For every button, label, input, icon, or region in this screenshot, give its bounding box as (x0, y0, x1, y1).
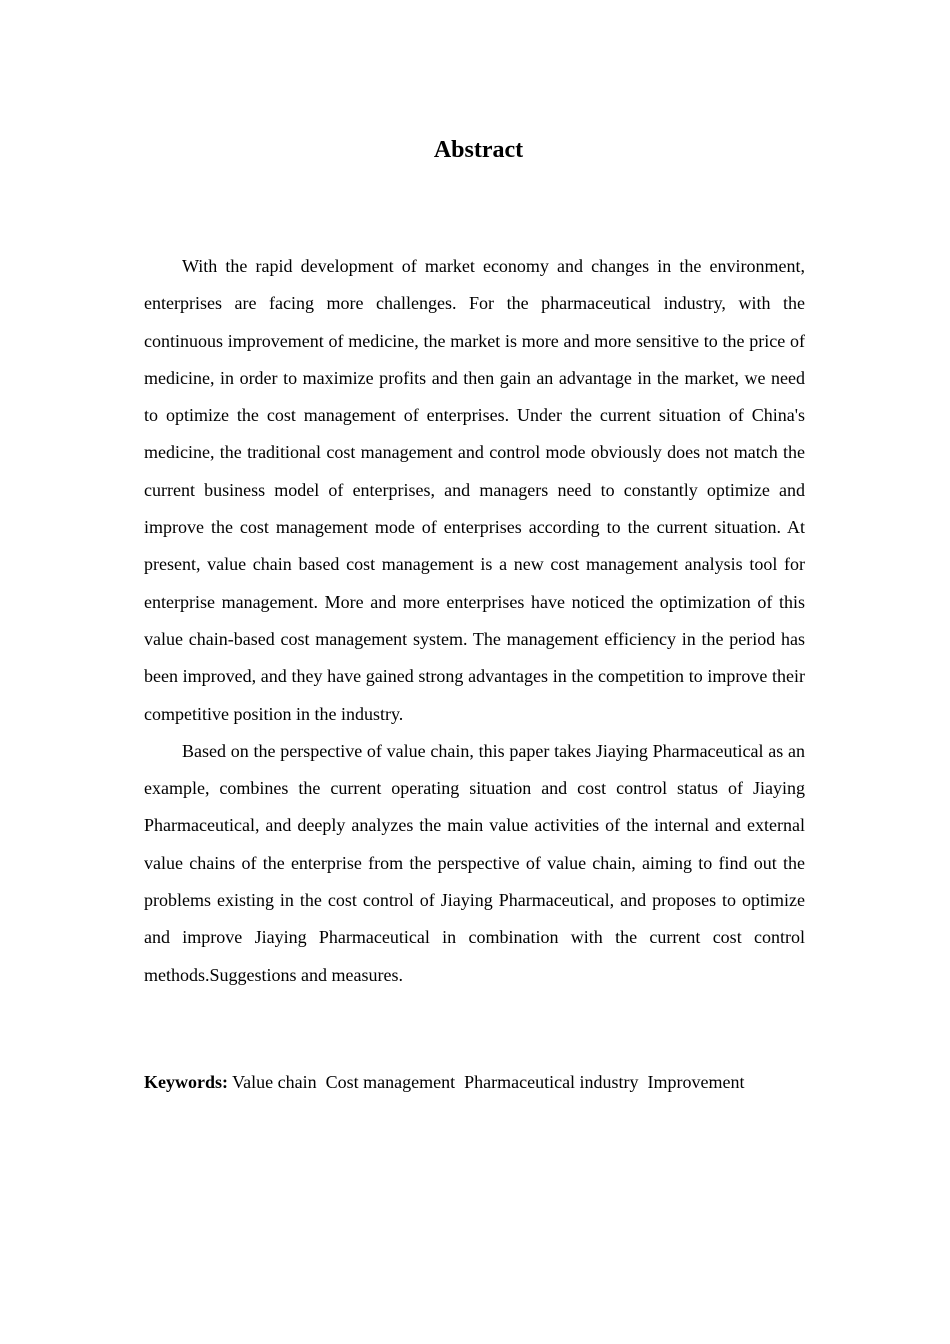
abstract-paragraph-1: With the rapid development of market economy and changes in the environment, enterprises are facing more challenges. For the pharmaceutical industry, with the continuous improvement of medicine, the market is more and more sensitive to the price of medicine, in order to maximize profits and then gain an advantage in the market, we need to optimize the cost management of enterprises. Under the current situation of China's medicine, the traditional cost management and control mode obviously does not match the current business model of enterprises, and managers need to constantly optimize and improve the cost management mode of enterprises according to the current situation. At present, value chain based cost management is a new cost management analysis tool for enterprise management. More and more enterprises have noticed the optimization of this value chain-based cost management system. The management efficiency in the period has been improved, and they have gained strong advantages in the competition to improve their competitive position in the industry. (144, 256, 805, 724)
abstract-body (144, 248, 805, 994)
keywords-list: Value chain Cost management Pharmaceutical industry Improvement (228, 1072, 745, 1092)
abstract-title: Abstract (433, 137, 524, 163)
keywords-line (144, 1068, 844, 1096)
abstract-paragraph-2: Based on the perspective of value chain, this paper takes Jiaying Pharmaceutical as an example, combines the current operating situation and cost control status of Jiaying Pharmaceutical, and deeply analyzes the main value activities of the internal and external value chains of the enterprise from the perspective of value chain, aiming to find out the problems existing in the cost control of Jiaying Pharmaceutical, and proposes to optimize and improve Jiaying Pharmaceutical in combination with the current cost control methods.Suggestions and measures. (144, 740, 805, 985)
keywords-label: Keywords: (144, 1072, 228, 1092)
